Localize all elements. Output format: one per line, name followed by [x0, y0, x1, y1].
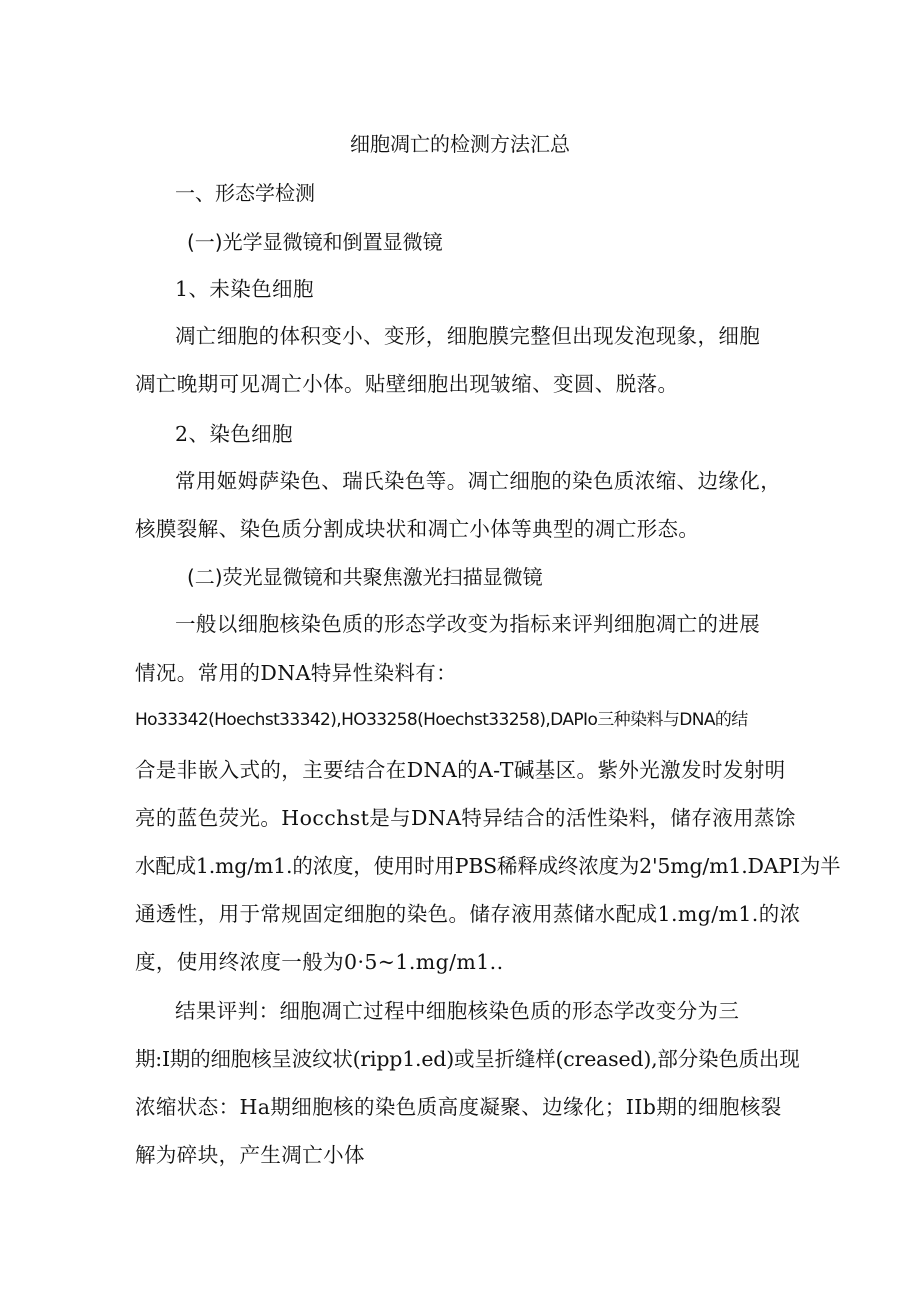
- item-heading: 2、染色细胞: [175, 422, 293, 446]
- paragraph-line: 亮的蓝色荧光。Hocchst是与DNA特异结合的活性染料，储存液用蒸馀: [135, 806, 796, 830]
- section-heading: 一、形态学检测: [175, 181, 315, 205]
- paragraph-line: Ho33342(Hoechst33342),HO33258(Hoechst33258),DAPIo三种染料与DNA的结: [135, 710, 748, 730]
- paragraph-line: 合是非嵌入式的，主要结合在DNA的A-T碱基区。紫外光激发时发射明: [135, 758, 786, 782]
- subsection-heading: (二)荧光显微镜和共聚焦激光扫描显微镜: [187, 565, 543, 589]
- paragraph-line: 水配成1.mg∕m1.的浓度，使用时用PBS稀释成终浓度为2'5mg∕m1.DAPI为半: [135, 854, 841, 878]
- paragraph-line: 结果评判：细胞凋亡过程中细胞核染色质的形态学改变分为三: [175, 999, 740, 1023]
- paragraph-line: 凋亡细胞的体积变小、变形，细胞膜完整但出现发泡现象，细胞: [175, 324, 761, 348]
- paragraph-line: 常用姬姆萨染色、瑞氏染色等。凋亡细胞的染色质浓缩、边缘化，: [175, 469, 782, 493]
- item-heading: 1、未染色细胞: [175, 277, 314, 301]
- page-title: 细胞凋亡的检测方法汇总: [350, 132, 570, 156]
- paragraph-line: 情况。常用的DNA特异性染料有：: [135, 661, 458, 685]
- paragraph-line: 度，使用终浓度一般为0·5~1.mg∕m1..: [135, 950, 504, 974]
- paragraph-line: 期:I期的细胞核呈波纹状(ripp1.ed)或呈折缝样(creased),部分染色质出现: [135, 1047, 800, 1071]
- paragraph-line: 通透性，用于常规固定细胞的染色。储存液用蒸储水配成1.mg∕m1.的浓: [135, 902, 801, 926]
- paragraph-line: 浓缩状态：Ha期细胞核的染色质高度凝聚、边缘化；IIb期的细胞核裂: [135, 1095, 782, 1119]
- paragraph-line: 一般以细胞核染色质的形态学改变为指标来评判细胞凋亡的进展: [175, 612, 761, 636]
- paragraph-line: 核膜裂解、染色质分割成块状和凋亡小体等典型的凋亡形态。: [135, 517, 700, 541]
- paragraph-line: 解为碎块，产生凋亡小体: [135, 1143, 365, 1167]
- subsection-heading: (一)光学显微镜和倒置显微镜: [187, 230, 443, 254]
- paragraph-line: 凋亡晚期可见凋亡小体。贴壁细胞出现皱缩、变圆、脱落。: [135, 372, 679, 396]
